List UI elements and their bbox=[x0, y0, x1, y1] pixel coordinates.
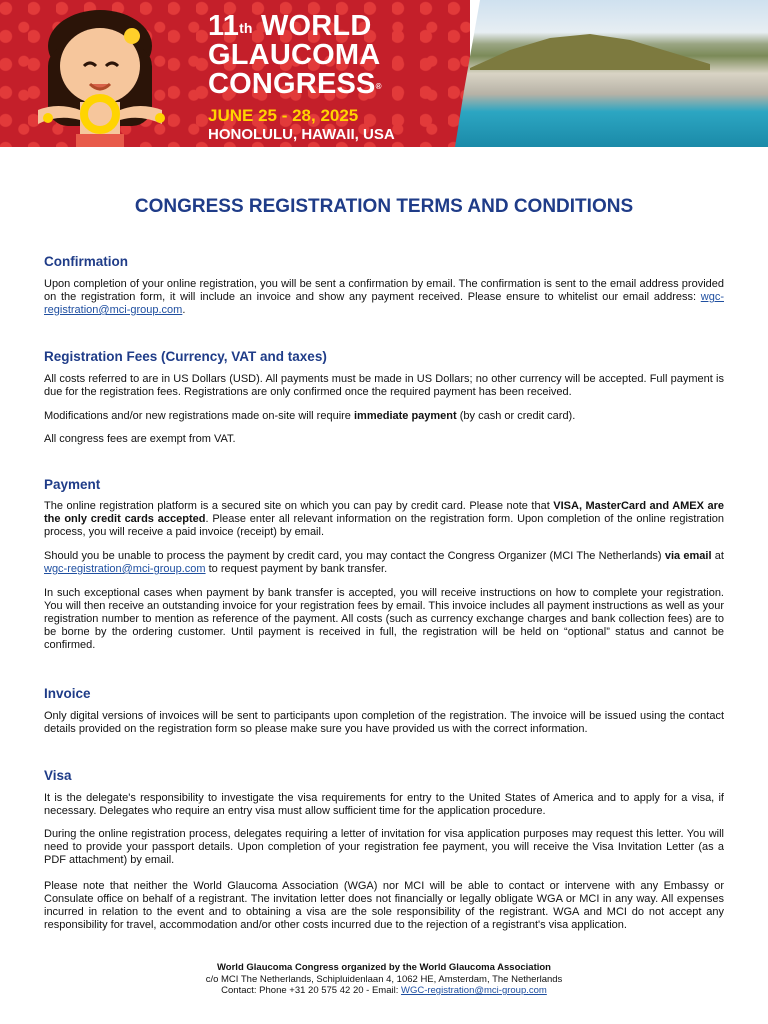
email-link[interactable]: wgc-registration@mci-group.com bbox=[44, 291, 724, 316]
page-title: CONGRESS REGISTRATION TERMS AND CONDITIONS bbox=[134, 196, 634, 217]
banner-edition: 11 bbox=[208, 10, 240, 42]
registered-mark: ® bbox=[375, 82, 382, 91]
page-footer bbox=[0, 962, 768, 997]
fees-paragraph-3: All congress fees are exempt from VAT. bbox=[44, 433, 236, 445]
footer-email-link[interactable]: WGC-registration@mci-group.com bbox=[400, 985, 547, 996]
confirmation-paragraph bbox=[44, 278, 724, 317]
payment-p1-end: . Please enter all relevant information on the registration form. Upon completion of the online registration process, you will receive a paid invoice (receipt) by email. bbox=[44, 513, 724, 538]
confirmation-text: Upon completion of your online registration, you will be sent a confirmation by email. The confirmation is sent to the email address provided on the registration form, it will include an invoice and show any payment received. Please ensure to whitelist our email address: bbox=[44, 278, 724, 303]
banner-location: HONOLULU, HAWAII, USA bbox=[208, 126, 395, 143]
payment-p2-end: to request payment by bank transfer. bbox=[205, 563, 388, 575]
payment-paragraph-3: In such exceptional cases when payment by bank transfer is accepted, you will receive instructions on how to complete your registration. You will then receive an outstanding invoice for your registration fees by email. This invoice includes all payment instructions as well as your registration number to mention as reference of the payment. All costs (such as currency exchange charges and bank collection fees) are to be borne by the ordering customer. Until payment is received in full, the registration will be held on “optional” status and cannot be confirmed. bbox=[44, 587, 724, 651]
banner-title bbox=[208, 12, 395, 99]
visa-paragraph-1: It is the delegate's responsibility to investigate the visa requirements for entry to the United States of America and to apply for a visa, if necessary. Delegates who require an entry visa must allow sufficient time for the application procedure. bbox=[44, 792, 724, 817]
footer-contact-text: Contact: Phone +31 20 575 42 20 - Email: bbox=[221, 985, 401, 996]
payment-paragraph-2 bbox=[44, 550, 724, 576]
payment-p2-bold: via email bbox=[664, 550, 712, 562]
footer-contact bbox=[0, 985, 768, 997]
banner-edition-suffix: th bbox=[239, 20, 253, 36]
visa-heading: Visa bbox=[44, 768, 72, 783]
payment-p2-text: Should you be unable to process the payment by credit card, you may contact the Congress Organizer (MCI The Netherlands) bbox=[44, 550, 665, 562]
banner-honolulu-photo bbox=[455, 0, 768, 147]
footer-organizer: World Glaucoma Congress organized by the World Glaucoma Association bbox=[217, 962, 551, 973]
fees-p2-bold: immediate payment bbox=[353, 410, 457, 422]
fees-paragraph-1: All costs referred to are in US Dollars (USD). All payments must be made in US Dollars; no other currency will be accepted. Full payment is due for the registration fees. Registrations are only confirmed once the required payment has been received. bbox=[44, 373, 724, 398]
fees-p2-end: (by cash or credit card). bbox=[456, 410, 576, 422]
payment-heading: Payment bbox=[44, 477, 101, 492]
footer-address: c/o MCI The Netherlands, Schipluidenlaan 4, 1062 HE, Amsterdam, The Netherlands bbox=[205, 973, 563, 985]
invoice-heading: Invoice bbox=[44, 686, 91, 701]
banner-title-line1: WORLD bbox=[260, 10, 372, 42]
payment-paragraph-1 bbox=[44, 500, 724, 539]
fees-p2-text: Modifications and/or new registrations made on-site will require bbox=[44, 410, 354, 422]
confirmation-end: . bbox=[182, 304, 186, 316]
visa-paragraph-3: Please note that neither the World Glaucoma Association (WGA) nor MCI will be able to contact or intervene with any Embassy or Consulate office on behalf of a registrant. The invitation letter does not financially or legally obligate WGA or MCI in any way. All expenses incurred in relation to the event and to obtaining a visa are the sole responsibility of the registrant. WGA and MCI do not accept any responsibility for travel, accommodation and/or other costs incurred due to the rejection of a registrant's visa application. bbox=[44, 880, 724, 931]
banner-title-line3: CONGRESS bbox=[208, 68, 376, 100]
banner-title-block bbox=[208, 12, 395, 144]
payment-p1-bold: VISA, MasterCard and AMEX are the only credit cards accepted bbox=[44, 500, 724, 525]
invoice-paragraph: Only digital versions of invoices will be sent to participants upon completion of the registration. The invoice will be issued using the contact details provided on the registration form so please make sure you have provided us with the correct information. bbox=[44, 710, 724, 735]
diamond-head-illustration bbox=[470, 30, 710, 70]
fees-paragraph-2 bbox=[44, 410, 724, 423]
email-link[interactable]: wgc-registration@mci-group.com bbox=[44, 563, 206, 575]
header-banner bbox=[0, 0, 768, 147]
banner-dates: JUNE 25 - 28, 2025 bbox=[208, 106, 359, 125]
hula-mascot-illustration bbox=[20, 6, 185, 147]
payment-p1-text: The online registration platform is a secured site on which you can pay by credit card. Please note that bbox=[44, 500, 554, 512]
banner-title-line2: GLAUCOMA bbox=[208, 39, 381, 71]
fees-heading: Registration Fees (Currency, VAT and taxes) bbox=[44, 349, 327, 364]
visa-paragraph-2: During the online registration process, delegates requiring a letter of invitation for visa application purposes may request this letter. You will need to provide your passport details. Upon completion of your registration fee payment, you will receive the Visa Invitation Letter (as a PDF attachment) by email. bbox=[44, 828, 724, 866]
confirmation-heading: Confirmation bbox=[44, 254, 128, 269]
payment-p2-at: at bbox=[711, 550, 724, 562]
